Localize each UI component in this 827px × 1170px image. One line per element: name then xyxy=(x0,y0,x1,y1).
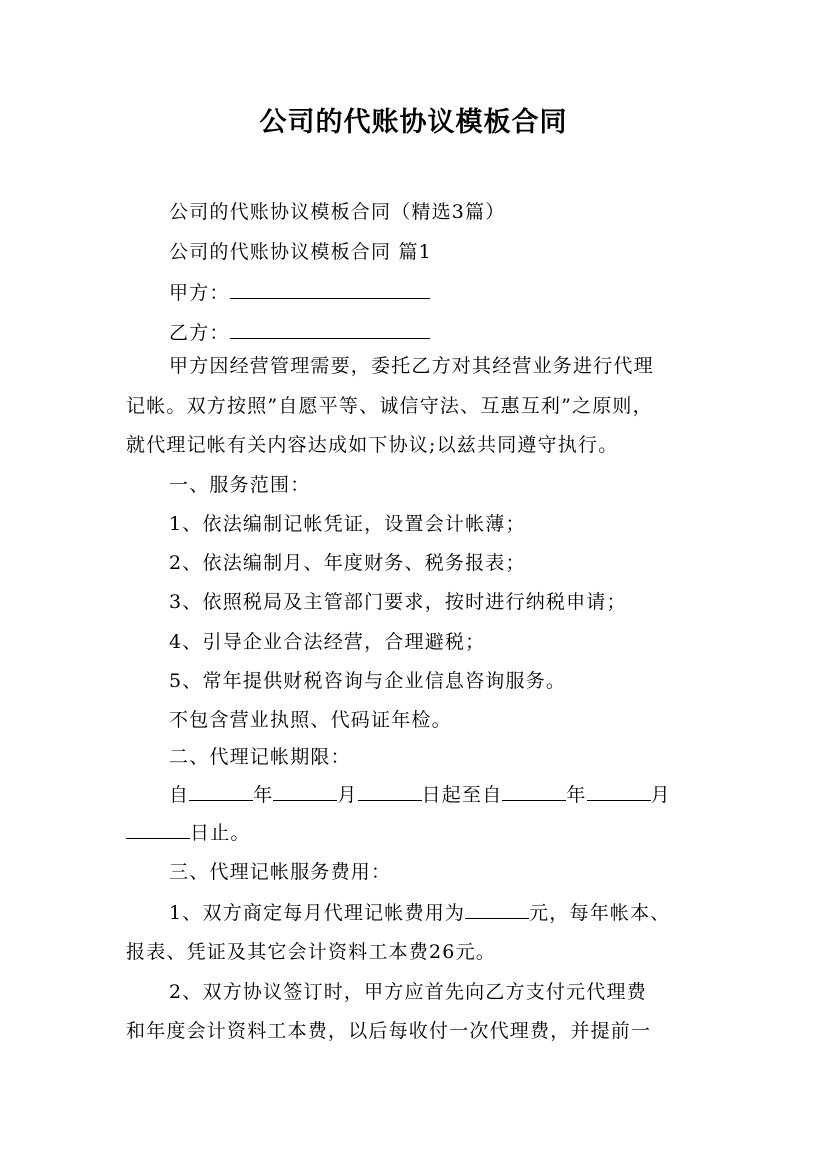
blank-field xyxy=(126,820,190,839)
paragraph-line: 甲方因经营管理需要，委托乙方对其经营业务进行代理 xyxy=(169,355,654,377)
paragraph-line: 不包含营业执照、代码证年检。 xyxy=(169,709,452,731)
period-text: 年 xyxy=(253,784,274,806)
period-line xyxy=(126,818,726,848)
paragraph-line: 报表、凭证及其它会计资料工本费26元。 xyxy=(126,941,496,963)
blank-field xyxy=(587,782,651,801)
blank-field xyxy=(273,782,337,801)
period-text: 自 xyxy=(169,784,190,806)
party-a-blank xyxy=(230,280,430,299)
paragraph-line: 和年度会计资料工本费，以后每收付一次代理费，并提前一 xyxy=(126,1020,652,1042)
paragraph-line: 就代理记帐有关内容达成如下协议;以兹共同遵守执行。 xyxy=(126,434,619,456)
list-item: 5、常年提供财税咨询与企业信息咨询服务。 xyxy=(169,670,567,692)
fee-text: 元，每年帐本、 xyxy=(529,902,671,924)
period-text: 年 xyxy=(566,784,587,806)
subtitle-line: 公司的代账协议模板合同（精选3篇） xyxy=(169,201,506,223)
fee-text: 1、双方商定每月代理记帐费用为 xyxy=(169,902,466,924)
list-item: 1、依法编制记帐凭证，设置会计帐薄； xyxy=(169,513,526,535)
section-heading: 二、代理记帐期限： xyxy=(169,746,351,768)
period-text: 月 xyxy=(337,784,358,806)
blank-field xyxy=(189,782,253,801)
party-b-line xyxy=(169,318,769,348)
paragraph-line xyxy=(169,898,769,928)
party-a-line xyxy=(169,278,769,308)
period-text: 月 xyxy=(650,784,671,806)
period-text: 日止。 xyxy=(190,822,251,844)
section-heading: 一、服务范围： xyxy=(169,474,311,496)
section-heading: 三、代理记帐服务费用： xyxy=(169,861,392,883)
blank-field xyxy=(358,782,422,801)
list-item: 3、依照税局及主管部门要求，按时进行纳税申请； xyxy=(169,591,627,613)
section-heading: 公司的代账协议模板合同 篇1 xyxy=(169,241,432,263)
party-b-label: 乙方： xyxy=(169,322,230,344)
period-text: 日起至自 xyxy=(421,784,503,806)
paragraph-line: 记帐。双方按照”自愿平等、诚信守法、互惠互利”之原则， xyxy=(126,395,653,417)
party-a-label: 甲方： xyxy=(169,282,230,304)
list-item: 2、依法编制月、年度财务、税务报表； xyxy=(169,552,526,574)
document-title: 公司的代账协议模板合同 xyxy=(259,107,568,138)
paragraph-line: 2、双方协议签订时，甲方应首先向乙方支付元代理费 xyxy=(169,981,647,1003)
party-b-blank xyxy=(230,320,430,339)
fee-blank xyxy=(465,900,529,919)
list-item: 4、引导企业合法经营，合理避税； xyxy=(169,631,486,653)
blank-field xyxy=(502,782,566,801)
period-line xyxy=(169,780,769,810)
